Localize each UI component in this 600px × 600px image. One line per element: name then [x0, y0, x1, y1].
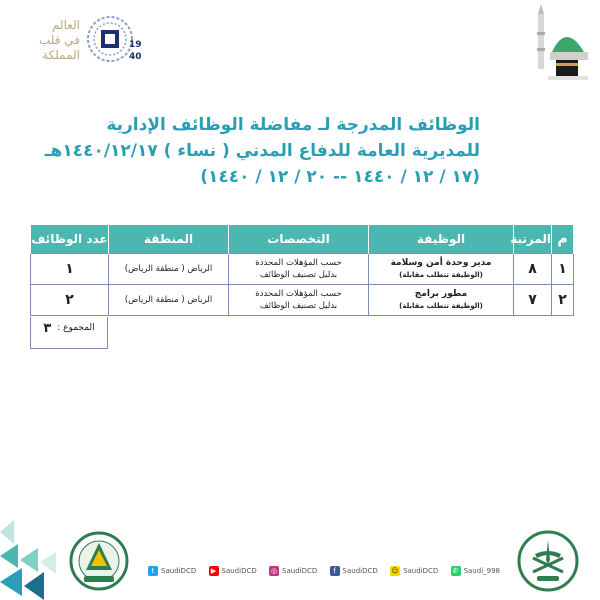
spec-line: حسب المؤهلات المحددة	[255, 258, 342, 268]
total-box	[30, 317, 108, 349]
cell-job-count: ١	[31, 254, 109, 285]
youtube-icon: ▶	[209, 566, 219, 576]
document-title	[44, 112, 480, 190]
cell-m: ١	[552, 254, 574, 285]
cell-specializations	[229, 285, 369, 316]
slogan-line: العالم	[51, 18, 80, 32]
header-specializations: التخصصات	[229, 225, 369, 254]
decorative-triangles	[0, 512, 60, 600]
cell-region: الرياض ( منطقة الرياض)	[109, 285, 229, 316]
social-link-snapchat[interactable]	[390, 566, 438, 576]
cell-rank: ٨	[514, 254, 552, 285]
cell-rank: ٧	[514, 285, 552, 316]
social-handle: Saudi_998	[463, 567, 500, 575]
table-row	[31, 285, 574, 316]
job-title: مدير وحدة أمن وسلامة	[390, 258, 492, 268]
social-handle: SaudiDCD	[403, 567, 439, 575]
slogan-line: في قلب	[38, 33, 80, 47]
job-note: (الوظيفة تتطلب مقابلة)	[399, 271, 483, 279]
instagram-icon: ◎	[270, 567, 278, 575]
mosque-kaaba-icon	[530, 4, 592, 82]
title-line-3: (١٧ / ١٢ / ١٤٤٠ -- ٢٠ / ١٢ / ١٤٤٠)	[200, 167, 480, 187]
social-link-youtube[interactable]	[209, 566, 257, 576]
anniversary-1940-logo	[83, 13, 145, 68]
total-label: المجموع :	[57, 323, 95, 333]
whatsapp-icon: ✆	[451, 566, 461, 576]
social-handle: SaudiDCD	[161, 567, 197, 575]
slogan-text	[10, 18, 80, 63]
social-handle: SaudiDCD	[221, 567, 257, 575]
title-line-2: للمديرية العامة للدفاع المدني ( نساء ) ١٤٤٠/١٢/١٧هـ	[44, 141, 480, 161]
social-link-instagram[interactable]	[269, 566, 317, 576]
table-row	[31, 254, 574, 285]
cell-job-count: ٢	[31, 285, 109, 316]
spec-line: بدليل تصنيف الوظائف	[259, 301, 338, 311]
cell-m: ٢	[552, 285, 574, 316]
snapchat-icon: ☺	[391, 567, 399, 575]
total-value: ٣	[43, 321, 52, 336]
jobs-table	[30, 225, 574, 316]
cell-specializations	[229, 254, 369, 285]
header-region: المنطقة	[109, 225, 229, 254]
header-m: م	[552, 225, 574, 254]
header-job-count: عدد الوظائف	[31, 225, 109, 254]
job-note: (الوظيفة تتطلب مقابلة)	[399, 302, 483, 310]
spec-line: بدليل تصنيف الوظائف	[259, 270, 338, 280]
social-handle: SaudiDCD	[342, 567, 378, 575]
cell-job	[369, 254, 514, 285]
social-link-whatsapp[interactable]	[451, 566, 500, 576]
twitter-icon: t	[148, 566, 158, 576]
slogan-line: المملكة	[42, 48, 80, 62]
table-header-row	[31, 225, 574, 254]
header-job: الوظيفة	[369, 225, 514, 254]
header-rank: المرتبة	[514, 225, 552, 254]
svg-text:40: 40	[129, 52, 142, 62]
job-title: مطور برامج	[414, 289, 468, 299]
spec-line: حسب المؤهلات المحددة	[255, 289, 342, 299]
saudi-emblem	[515, 530, 581, 592]
social-links-bar	[148, 560, 500, 582]
social-link-twitter[interactable]	[148, 566, 196, 576]
svg-text:19: 19	[129, 40, 142, 50]
civil-defense-emblem	[68, 530, 130, 592]
cell-job	[369, 285, 514, 316]
social-link-facebook[interactable]	[330, 566, 378, 576]
title-line-1: الوظائف المدرجة لـ مفاضلة الوظائف الإدارية	[106, 115, 480, 135]
social-handle: SaudiDCD	[282, 567, 318, 575]
cell-region: الرياض ( منطقة الرياض)	[109, 254, 229, 285]
facebook-icon: f	[330, 566, 340, 576]
